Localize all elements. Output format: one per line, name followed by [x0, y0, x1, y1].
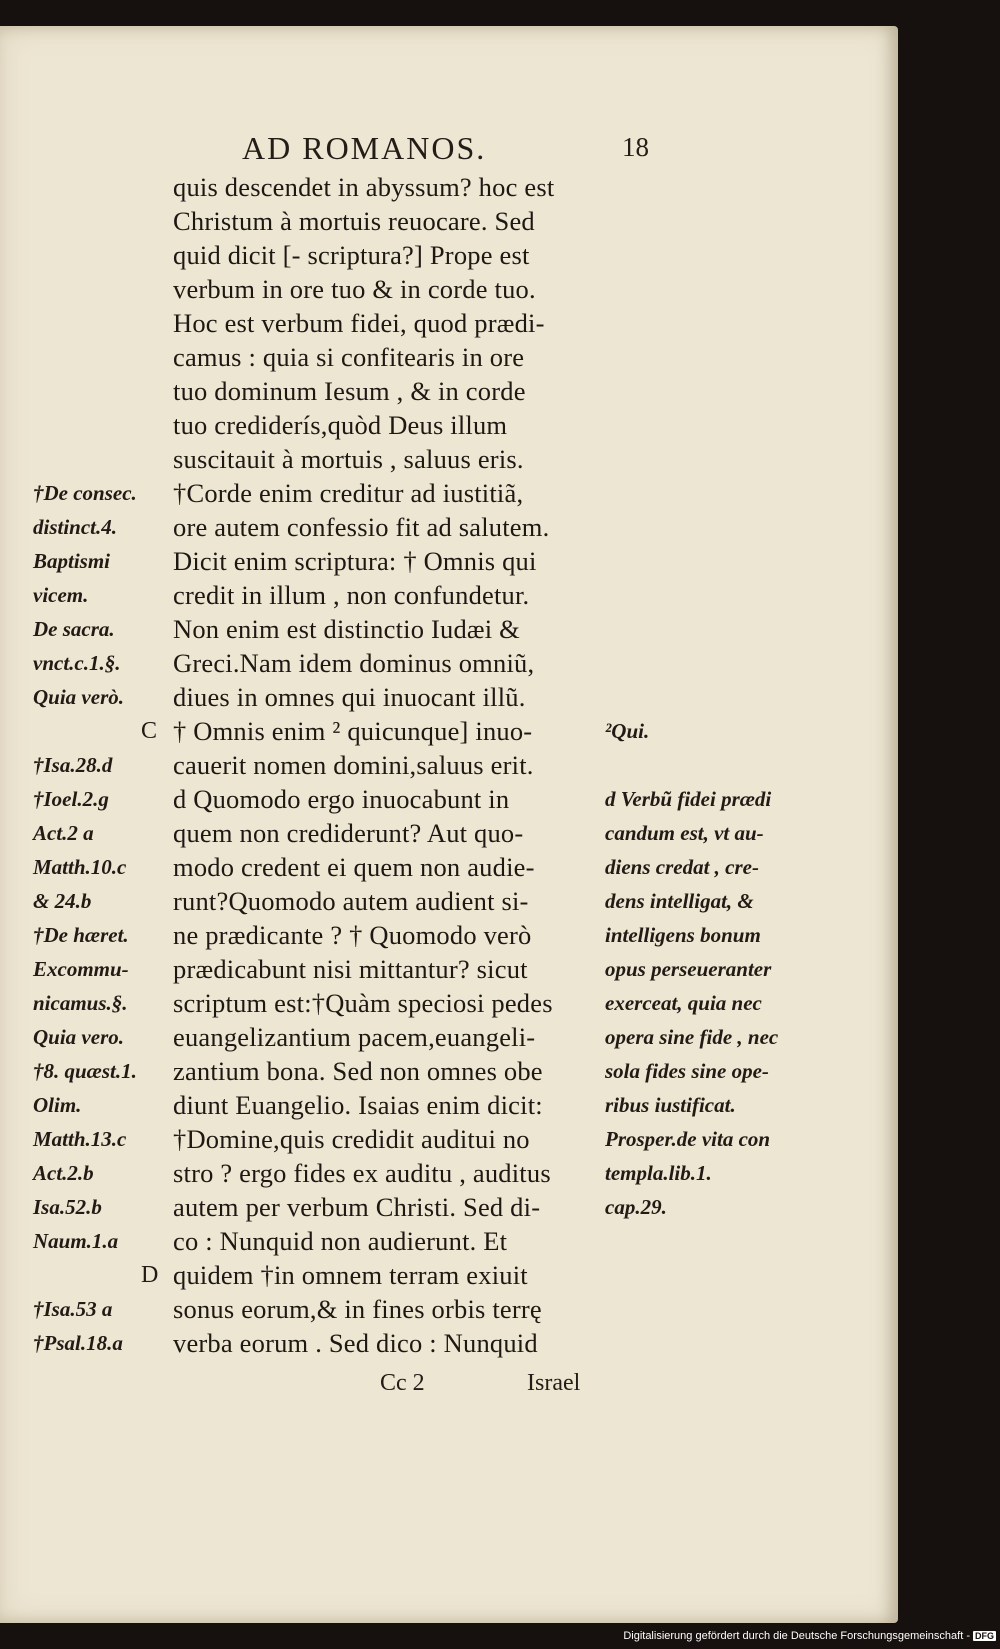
margin-note-left: & 24.b	[33, 889, 92, 913]
text-line: diunt Euangelio. Isaias enim dicit:	[173, 1090, 543, 1120]
margin-note-left: †De consec.	[33, 481, 137, 505]
text-line: quidem †in omnem terram exiuit	[173, 1260, 528, 1290]
text-line: †Corde enim creditur ad iustitiã,	[173, 478, 524, 508]
margin-note-right: diens credat , cre-	[605, 855, 759, 879]
text-line: ore autem confessio fit ad salutem.	[173, 512, 550, 542]
margin-note-left: Act.2.b	[33, 1161, 94, 1185]
text-line: Christum à mortuis reuocare. Sed	[173, 206, 535, 236]
signature-mark: Cc 2	[380, 1370, 425, 1396]
margin-note-right: ribus iustificat.	[605, 1093, 736, 1117]
margin-note-right: templa.lib.1.	[605, 1161, 712, 1185]
text-line: prædicabunt nisi mittantur? sicut	[173, 954, 528, 984]
margin-note-right: opera sine fide , nec	[605, 1025, 779, 1049]
section-letter: C	[141, 718, 158, 744]
margin-note-left: Matth.13.c	[33, 1127, 127, 1151]
margin-note-left: De sacra.	[33, 617, 115, 641]
margin-note-left: Quia verò.	[33, 685, 124, 709]
margin-note-left: distinct.4.	[33, 515, 118, 539]
text-line: euangelizantium pacem,euangeli-	[173, 1022, 536, 1052]
text-line: Greci.Nam idem dominus omniũ,	[173, 648, 535, 678]
text-line: † Omnis enim ² quicunque] inuo-	[173, 716, 533, 746]
margin-note-left: vnct.c.1.§.	[33, 651, 121, 675]
margin-note-left: Act.2 a	[33, 821, 94, 845]
margin-note-left: Excommu-	[33, 957, 129, 981]
text-line: quem non crediderunt? Aut quo-	[173, 818, 524, 848]
text-line: Dicit enim scriptura: † Omnis qui	[173, 546, 537, 576]
text-line: credit in illum , non confundetur.	[173, 580, 530, 610]
margin-note-left: Naum.1.a	[33, 1229, 119, 1253]
margin-note-left: †Isa.28.d	[33, 753, 113, 777]
margin-note-left: †8. quæst.1.	[33, 1059, 137, 1083]
text-line: d Quomodo ergo inuocabunt in	[173, 784, 510, 814]
section-letter: D	[141, 1262, 159, 1288]
margin-note-right: Prosper.de vita con	[605, 1127, 771, 1151]
margin-note-left: †Isa.53 a	[33, 1297, 113, 1321]
margin-note-right: dens intelligat, &	[605, 889, 754, 913]
text-line: ne prædicante ? † Quomodo verò	[173, 920, 532, 950]
margin-note-left: †Psal.18.a	[33, 1331, 123, 1355]
text-line: Hoc est verbum fidei, quod prædi-	[173, 308, 545, 338]
text-line: co : Nunquid non audierunt. Et	[173, 1226, 508, 1256]
text-line: zantium bona. Sed non omnes obe	[173, 1056, 543, 1086]
text-line: stro ? ergo fides ex auditu , auditus	[173, 1158, 551, 1188]
text-line: quis descendet in abyssum? hoc est	[173, 172, 555, 202]
margin-note-right: exerceat, quia nec	[605, 991, 762, 1015]
text-line: suscitauit à mortuis , saluus eris.	[173, 444, 524, 474]
text-line: tuo dominum Iesum , & in corde	[173, 376, 526, 406]
digitization-credit	[623, 1630, 996, 1642]
margin-note-left: †De hæret.	[33, 923, 129, 947]
margin-note-right: candum est, vt au-	[605, 821, 764, 845]
text-line: verba eorum . Sed dico : Nunquid	[173, 1328, 538, 1358]
text-line: modo credent ei quem non audie-	[173, 852, 535, 882]
running-header	[0, 130, 898, 170]
folio-number: 18	[622, 132, 649, 162]
margin-note-left: Baptismi	[33, 549, 111, 573]
margin-note-right: intelligens bonum	[605, 923, 761, 947]
text-line: quid dicit [- scriptura?] Prope est	[173, 240, 530, 270]
text-line: diues in omnes qui inuocant illũ.	[173, 682, 526, 712]
text-line: sonus eorum,& in fines orbis terrę	[173, 1294, 542, 1324]
running-title: AD ROMANOS.	[242, 130, 487, 166]
text-line: autem per verbum Christi. Sed di-	[173, 1192, 541, 1222]
margin-note-left: nicamus.§.	[33, 991, 128, 1015]
credit-text: Digitalisierung gefördert durch die Deutsche Forschungsgemeinschaft -	[623, 1630, 970, 1642]
text-line: verbum in ore tuo & in corde tuo.	[173, 274, 536, 304]
margin-note-left: Isa.52.b	[33, 1195, 102, 1219]
margin-note-left: vicem.	[33, 583, 89, 607]
margin-note-right: d Verbũ fidei prædi	[605, 787, 772, 811]
text-line: camus : quia si confitearis in ore	[173, 342, 525, 372]
margin-note-right: opus perseueranter	[605, 957, 772, 981]
margin-note-left: †Ioel.2.g	[33, 787, 109, 811]
text-line: tuo crediderís,quòd Deus illum	[173, 410, 508, 440]
text-line: scriptum est:†Quàm speciosi pedes	[173, 988, 553, 1018]
margin-note-left: Quia vero.	[33, 1025, 124, 1049]
text-line: Non enim est distinctio Iudæi &	[173, 614, 520, 644]
text-line: runt?Quomodo autem audient si-	[173, 886, 529, 916]
margin-note-right: sola fides sine ope-	[605, 1059, 769, 1083]
text-line: cauerit nomen domini,saluus erit.	[173, 750, 534, 780]
catchword: Israel	[527, 1370, 581, 1396]
dfg-logo: DFG	[975, 1631, 994, 1641]
margin-note-right: ²Qui.	[605, 719, 650, 743]
margin-note-left: Matth.10.c	[33, 855, 127, 879]
margin-note-left: Olim.	[33, 1093, 82, 1117]
margin-note-right: cap.29.	[605, 1195, 667, 1219]
text-line: †Domine,quis credidit auditui no	[173, 1124, 530, 1154]
